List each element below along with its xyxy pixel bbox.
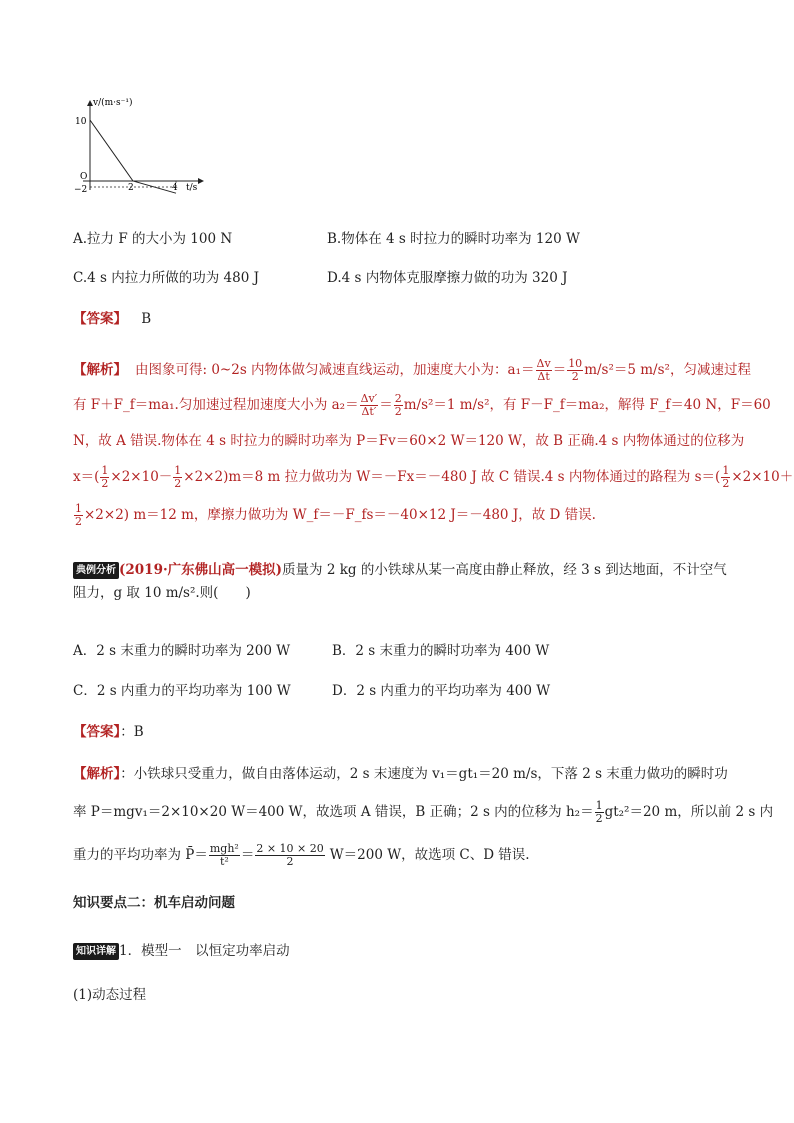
q1-option-b: B.物体在 4 s 时拉力的瞬时功率为 120 W — [327, 231, 580, 247]
q1-option-c: C.4 s 内拉力所做的功为 480 J — [73, 270, 260, 286]
q2-source: (2019·广东佛山高一模拟) — [119, 562, 283, 578]
y-axis-label: v/(m·s⁻¹) — [93, 98, 133, 108]
x-axis-label: t/s — [186, 183, 198, 193]
q2-option-c: C．2 s 内重力的平均功率为 100 W — [73, 683, 291, 699]
q1-analysis-line-1: 【解析】 由图象可得: 0~2s 内物体做匀减速直线运动，加速度大小为：a₁＝ $\frac{\Delta v}{\Delta t}$ ＝ $\frac{10}{2}$ m/s²＝5 m/s²，匀减速过程 — [73, 357, 751, 383]
answer-value: B — [141, 311, 152, 327]
velocity-time-graph — [73, 95, 213, 200]
example-badge: 典例分析 — [73, 562, 119, 579]
q2-analysis-line-2: 率 P＝mgv₁＝2×10×20 W＝400 W，故选项 A 错误，B 正确；2 s 内的位移为 h₂＝ $\frac{1}{2}$ gt₂²＝20 m，所以前 2 s 内 — [73, 799, 774, 825]
knowledge-badge: 知识详解 — [73, 943, 119, 960]
section-heading: 知识要点二：机车启动问题 — [73, 895, 235, 911]
x-tick-4: 4 — [172, 183, 178, 193]
answer-label: 【答案】 — [73, 311, 127, 327]
analysis-label: 【解析】 — [73, 362, 127, 378]
q1-option-d: D.4 s 内物体克服摩擦力做的功为 320 J — [327, 270, 568, 286]
q1-analysis-line-5: $\frac{1}{2}$ ×2×2) m＝12 m，摩擦力做功为 W_f＝－F_fs＝－40×12 J＝－480 J，故 D 错误. — [75, 502, 596, 528]
q1-answer — [73, 309, 733, 329]
q2-analysis-line-1: 【解析】：小铁球只受重力，做自由落体运动，2 s 末速度为 v₁＝gt₁＝20 m/s，下落 2 s 末重力做功的瞬时功 — [73, 766, 728, 782]
q2-option-d: D．2 s 内重力的平均功率为 400 W — [332, 683, 551, 699]
q1-analysis-line-4: x＝( $\frac{1}{2}$ ×2×10－ $\frac{1}{2}$ ×2×2)m＝8 m 拉力做功为 W＝－Fx＝－480 J 故 C 错误.4 s 内物体通过的路程为 s＝( $\frac{1}{2}$ ×2×10＋ — [73, 464, 794, 490]
q2-option-b: B．2 s 末重力的瞬时功率为 400 W — [332, 643, 550, 659]
section-item-1: 知识详解 1．模型一 以恒定功率启动 — [73, 941, 733, 961]
q2-stem-line-2: 阻力，g 取 10 m/s².则( ) — [73, 585, 251, 601]
q1-analysis-line-3: N，故 A 错误.物体在 4 s 时拉力的瞬时功率为 P＝Fv＝60×2 W＝120 W，故 B 正确.4 s 内物体通过的位移为 — [73, 433, 745, 449]
y-tick-neg2: −2 — [74, 185, 88, 195]
q2-option-a: A．2 s 末重力的瞬时功率为 200 W — [73, 643, 291, 659]
origin-label: O — [80, 172, 88, 182]
y-tick-10: 10 — [75, 117, 87, 127]
q1-analysis-line-2: 有 F＋F_f＝ma₁.匀加速过程加速度大小为 a₂＝ $\frac{\Delta v'}{\Delta t'}$ ＝ $\frac{2}{2}$ m/s²＝1 m/s²，有 F－F_f＝ma₂，解得 F_f＝40 N，F＝60 — [73, 392, 771, 418]
q2-stem-line-1: 典例分析 (2019·广东佛山高一模拟)质量为 2 kg 的小铁球从某一高度由静止释放，经 3 s 到达地面，不计空气 — [73, 560, 733, 580]
q2-analysis-line-3: 重力的平均功率为 P̄＝ $\frac{\text{mgh²}}{\text{t²}}$ ＝ $\frac{2 \times 10 \times 20}{2}$ W＝200 W，故选项 C、D 错误. — [73, 842, 530, 868]
q1-option-a: A.拉力 F 的大小为 100 N — [73, 231, 233, 247]
q2-answer: 【答案】：B — [73, 724, 144, 740]
x-tick-2: 2 — [128, 183, 134, 193]
section-sub-1: (1)动态过程 — [73, 987, 147, 1003]
